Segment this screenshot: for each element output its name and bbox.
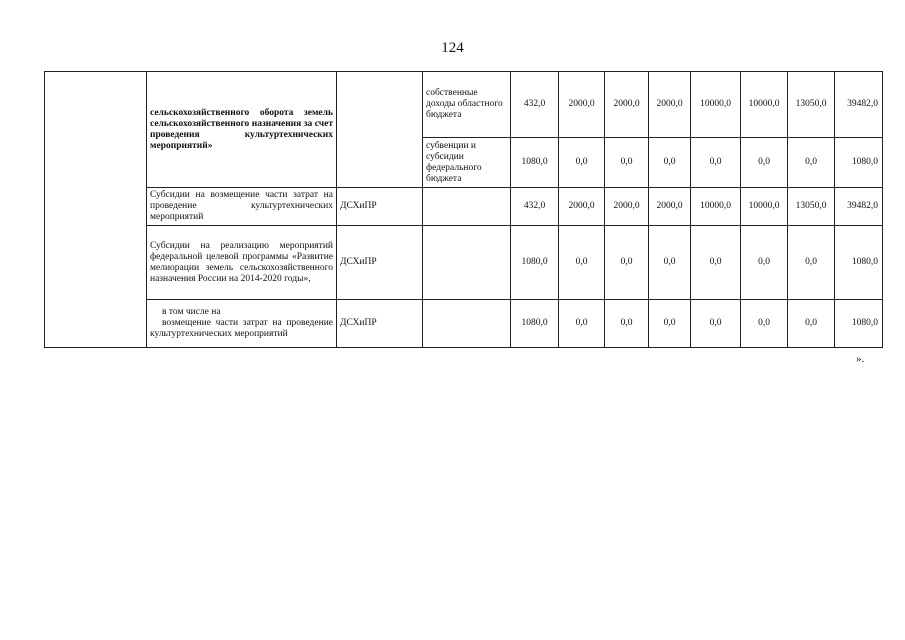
total-cell: 1080,0 bbox=[835, 300, 883, 348]
funding-source bbox=[423, 226, 511, 300]
total-cell: 39482,0 bbox=[835, 72, 883, 138]
value-cell: 0,0 bbox=[788, 138, 835, 188]
value-cell: 1080,0 bbox=[511, 226, 559, 300]
value-cell: 10000,0 bbox=[691, 72, 741, 138]
value-cell: 0,0 bbox=[649, 138, 691, 188]
total-cell: 1080,0 bbox=[835, 138, 883, 188]
table-row bbox=[45, 72, 883, 138]
value-cell: 1080,0 bbox=[511, 300, 559, 348]
value-cell: 2000,0 bbox=[649, 188, 691, 226]
value-cell: 0,0 bbox=[605, 300, 649, 348]
funding-source: субвенции и субсидии федерального бюджета bbox=[423, 138, 511, 188]
closing-mark: ». bbox=[856, 353, 865, 365]
value-cell: 10000,0 bbox=[741, 188, 788, 226]
value-cell: 13050,0 bbox=[788, 188, 835, 226]
table-row bbox=[45, 226, 883, 300]
row-name: Субсидии на реализацию мероприятий федеральной целевой программы «Развитие мелиорации земель сельскохозяйственного назначения России на 2014-2020 годы», bbox=[147, 226, 337, 300]
row-name: сельскохозяйственного оборота земель сельскохозяйственного назначения за счет проведения культуртехнических мероприятий» bbox=[147, 72, 337, 188]
value-cell: 0,0 bbox=[605, 138, 649, 188]
table-row bbox=[45, 300, 883, 348]
value-cell: 0,0 bbox=[741, 138, 788, 188]
row-name-line1: в том числе на bbox=[162, 307, 221, 317]
funding-source bbox=[423, 188, 511, 226]
value-cell: 0,0 bbox=[691, 226, 741, 300]
total-cell: 1080,0 bbox=[835, 226, 883, 300]
budget-table bbox=[44, 71, 883, 348]
table-row bbox=[45, 188, 883, 226]
row-executor: ДСХиПР bbox=[337, 300, 423, 348]
value-cell: 2000,0 bbox=[605, 188, 649, 226]
value-cell: 10000,0 bbox=[691, 188, 741, 226]
value-cell: 0,0 bbox=[741, 300, 788, 348]
value-cell: 0,0 bbox=[559, 300, 605, 348]
value-cell: 0,0 bbox=[788, 226, 835, 300]
value-cell: 0,0 bbox=[649, 226, 691, 300]
value-cell: 1080,0 bbox=[511, 138, 559, 188]
value-cell: 0,0 bbox=[788, 300, 835, 348]
value-cell: 2000,0 bbox=[649, 72, 691, 138]
total-cell: 39482,0 bbox=[835, 188, 883, 226]
value-cell: 0,0 bbox=[605, 226, 649, 300]
value-cell: 2000,0 bbox=[605, 72, 649, 138]
value-cell: 0,0 bbox=[691, 300, 741, 348]
value-cell: 10000,0 bbox=[741, 72, 788, 138]
value-cell: 0,0 bbox=[559, 226, 605, 300]
page-number: 124 bbox=[441, 40, 464, 56]
value-cell: 2000,0 bbox=[559, 72, 605, 138]
row-name bbox=[147, 300, 337, 348]
value-cell: 0,0 bbox=[649, 300, 691, 348]
value-cell: 432,0 bbox=[511, 188, 559, 226]
funding-source: собственные доходы областного бюджета bbox=[423, 72, 511, 138]
row-executor: ДСХиПР bbox=[337, 188, 423, 226]
row-name: Субсидии на возмещение части затрат на проведение культуртехнических мероприятий bbox=[147, 188, 337, 226]
value-cell: 2000,0 bbox=[559, 188, 605, 226]
value-cell: 13050,0 bbox=[788, 72, 835, 138]
value-cell: 0,0 bbox=[691, 138, 741, 188]
value-cell: 432,0 bbox=[511, 72, 559, 138]
value-cell: 0,0 bbox=[559, 138, 605, 188]
row-executor bbox=[337, 72, 423, 188]
funding-source bbox=[423, 300, 511, 348]
value-cell: 0,0 bbox=[741, 226, 788, 300]
row-executor: ДСХиПР bbox=[337, 226, 423, 300]
row-name-rest: возмещение части затрат на проведение культуртехнических мероприятий bbox=[150, 318, 333, 339]
blank-cell bbox=[45, 72, 147, 348]
